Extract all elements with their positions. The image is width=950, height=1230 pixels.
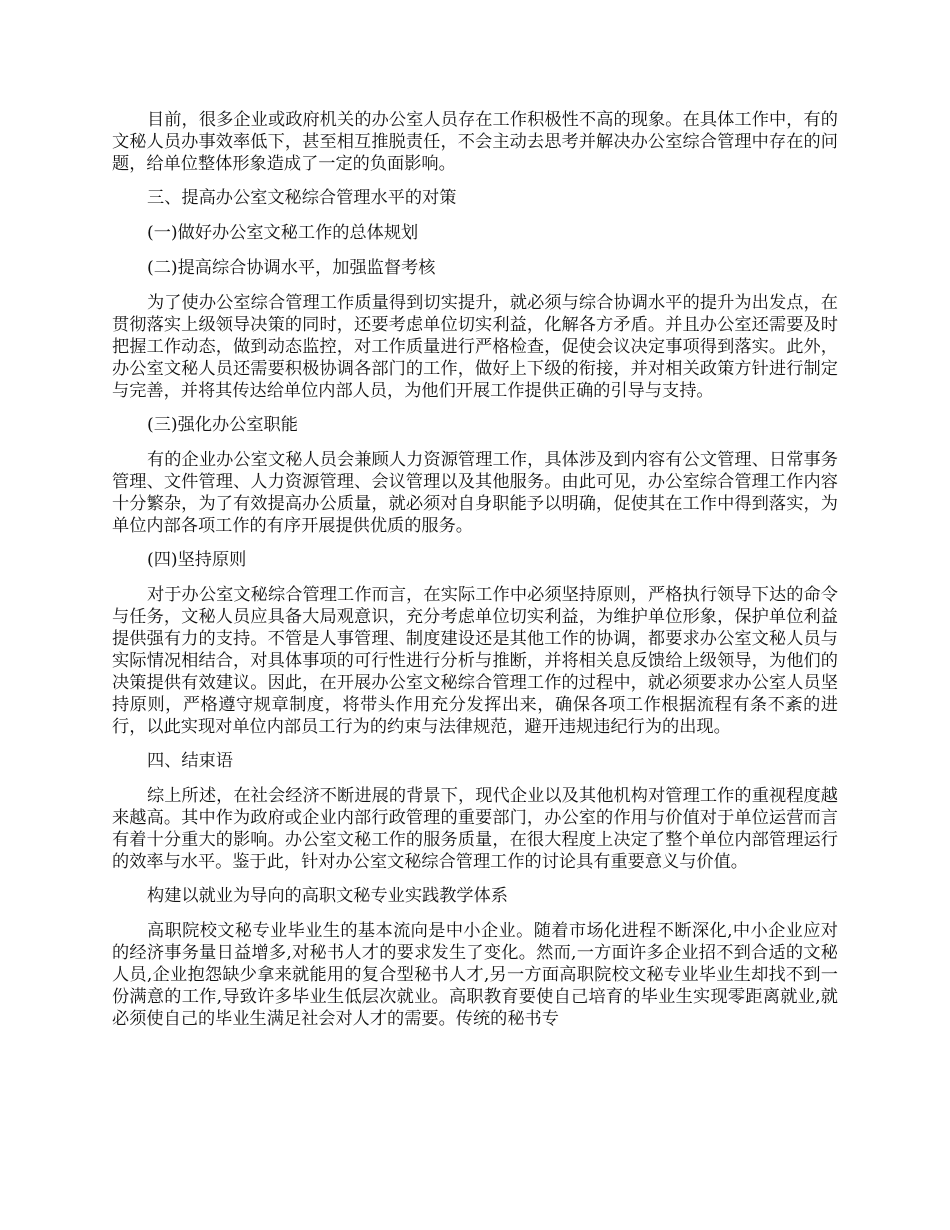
paragraph-conclusion: 综上所述，在社会经济不断进展的背景下，现代企业以及其他机构对管理工作的重视程度越来越高。其中作为政府或企业内部行政管理的重要部门，办公室的作用与价值对于单位运营而言有着十分重大的影响。办公室文秘工作的服务质量，在很大程度上决定了整个单位内部管理运行的效率与水平。鉴于此，针对办公室文秘综合管理工作的讨论具有重要意义与价值。 — [112, 786, 838, 872]
paragraph-intro: 目前，很多企业或政府机关的办公室人员存在工作积极性不高的现象。在具体工作中，有的文秘人员办事效率低下，甚至相互推脱责任，不会主动去思考并解决办公室综合管理中存在的问题，给单位整体形象造成了一定的负面影响。 — [112, 110, 838, 174]
subheading-2: (二)提高综合协调水平，加强监督考核 — [147, 258, 436, 278]
paragraph-coordination: 为了使办公室综合管理工作质量得到切实提升，就必须与综合协调水平的提升为出发点，在贯彻落实上级领导决策的同时，还要考虑单位切实利益，化解各方矛盾。并且办公室还需要及时把握工作动态，做到动态监控，对工作质量进行严格检查，促使会议决定事项得到落实。此外，办公室文秘人员还需要积极协调各部门的工作，做好上下级的衔接，并对相关政策方针进行制定与完善，并将其传达给单位内部人员，为他们开展工作提供正确的引导与支持。 — [112, 293, 838, 401]
article-title: 构建以就业为导向的高职文秘专业实践教学体系 — [147, 886, 508, 906]
paragraph-functions: 有的企业办公室文秘人员会兼顾人力资源管理工作，具体涉及到内容有公文管理、日常事务管理、文件管理、人力资源管理、会议管理以及其他服务。由此可见，办公室综合管理工作内容十分繁杂，为了有效提高办公质量，就必须对自身职能予以明确，促使其在工作中得到落实，为单位内部各项工作的有序开展提供优质的服务。 — [112, 450, 838, 536]
paragraph-principles: 对于办公室文秘综合管理工作而言，在实际工作中必须坚持原则，严格执行领导下达的命令与任务，文秘人员应具备大局观意识，充分考虑单位切实利益，为维护单位形象，保护单位利益提供强有力的支持。不管是人事管理、制度建设还是其他工作的协调，都要求办公室文秘人员与实际情况相结合，对具体事项的可行性进行分析与推断，并将相关息反馈给上级领导，为他们的决策提供有效建议。因此，在开展办公室文秘综合管理工作的过程中，就必须要求办公室人员坚持原则，严格遵守规章制度，将带头作用充分发挥出来，确保各项工作根据流程有条不紊的进行，以此实现对单位内部员工行为的约束与法律规范，避开违规违纪行为的出现。 — [112, 585, 838, 737]
section-heading-4: 四、结束语 — [147, 751, 233, 771]
paragraph-vocational: 高职院校文秘专业毕业生的基本流向是中小企业。随着市场化进程不断深化,中小企业应对的经济事务量日益增多,对秘书人才的要求发生了变化。然而,一方面许多企业招不到合适的文秘人员,企业抱怨缺少拿来就能用的复合型秘书人才,另一方面高职院校文秘专业毕业生却找不到一份满意的工作,导致许多毕业生低层次就业。高职教育要使自己培育的毕业生实现零距离就业,就必须使自己的毕业生满足社会对人才的需要。传统的秘书专 — [112, 921, 838, 1029]
subheading-4: (四)坚持原则 — [147, 550, 247, 570]
section-heading-3: 三、提高办公室文秘综合管理水平的对策 — [147, 188, 457, 208]
subheading-1: (一)做好办公室文秘工作的总体规划 — [147, 223, 419, 243]
subheading-3: (三)强化办公室职能 — [147, 415, 298, 435]
